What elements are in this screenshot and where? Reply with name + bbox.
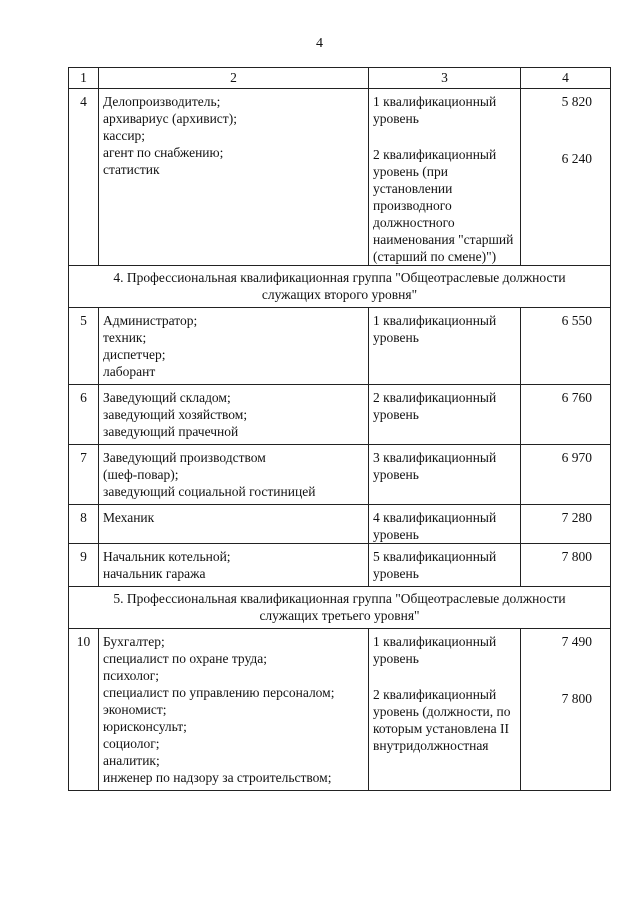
- table-row: [69, 89, 611, 266]
- position-name: (шеф-повар);: [103, 467, 179, 482]
- positions-cell: [99, 629, 369, 791]
- position-name: архивариус (архивист);: [103, 111, 237, 126]
- salary-table: [68, 67, 611, 791]
- salary-cell: [521, 544, 611, 587]
- table-row: [69, 544, 611, 587]
- positions-cell: [99, 505, 369, 544]
- positions-cell: [99, 89, 369, 266]
- salary-value: 6 970: [561, 450, 592, 465]
- qualification-level-cell: [369, 445, 521, 505]
- salary-value: 7 800: [561, 691, 592, 706]
- qualification-level: 2 квалификационный уровень (должности, по которым установлена II внутридолжностная: [373, 687, 511, 753]
- position-name: экономист;: [103, 702, 167, 717]
- position-name: лаборант: [103, 364, 156, 379]
- position-name: Заведующий складом;: [103, 390, 231, 405]
- group-title: 4. Профессиональная квалификационная группа "Общеотраслевые должности служащих второго уровня": [69, 266, 611, 308]
- position-name: техник;: [103, 330, 147, 345]
- positions-cell: [99, 445, 369, 505]
- column-header-4: 4: [521, 68, 611, 89]
- position-name: диспетчер;: [103, 347, 166, 362]
- salary-cell: [521, 308, 611, 385]
- qualification-level: 1 квалификационный уровень: [373, 313, 497, 345]
- table-row: [69, 308, 611, 385]
- position-name: Начальник котельной;: [103, 549, 231, 564]
- salary-value: 7 280: [561, 510, 592, 525]
- row-number: 7: [69, 445, 99, 505]
- position-name: Механик: [103, 510, 155, 525]
- position-name: специалист по управлению персоналом;: [103, 685, 335, 700]
- qualification-level: 2 квалификационный уровень (при установлении производного должностного наименования "старший (старший по смене)"): [373, 147, 514, 264]
- row-number: 4: [69, 89, 99, 266]
- positions-cell: [99, 544, 369, 587]
- table-row: [69, 445, 611, 505]
- salary-value: 6 550: [561, 313, 592, 328]
- qualification-level: 3 квалификационный уровень: [373, 450, 497, 482]
- row-number: 10: [69, 629, 99, 791]
- position-name: заведующий прачечной: [103, 424, 239, 439]
- salary-cell: [521, 505, 611, 544]
- position-name: кассир;: [103, 128, 146, 143]
- row-number: 8: [69, 505, 99, 544]
- table-row: [69, 385, 611, 445]
- position-name: Администратор;: [103, 313, 198, 328]
- salary-value: 7 490: [561, 634, 592, 649]
- position-name: аналитик;: [103, 753, 160, 768]
- position-name: Делопроизводитель;: [103, 94, 221, 109]
- position-name: статистик: [103, 162, 160, 177]
- qualification-level: 4 квалификационный уровень: [373, 510, 497, 542]
- qualification-level-cell: [369, 629, 521, 791]
- column-header-3: 3: [369, 68, 521, 89]
- position-name: инженер по надзору за строительством;: [103, 770, 332, 785]
- table-row: [69, 505, 611, 544]
- column-header-2: 2: [99, 68, 369, 89]
- positions-cell: [99, 308, 369, 385]
- position-name: Бухгалтер;: [103, 634, 165, 649]
- column-header-1: 1: [69, 68, 99, 89]
- salary-value: 6 760: [561, 390, 592, 405]
- position-name: начальник гаража: [103, 566, 206, 581]
- row-number: 9: [69, 544, 99, 587]
- qualification-level-cell: [369, 385, 521, 445]
- positions-cell: [99, 385, 369, 445]
- page-number: 4: [316, 36, 323, 51]
- qualification-level: 1 квалификационный уровень: [373, 634, 497, 666]
- salary-value: 7 800: [561, 549, 592, 564]
- salary-cell: [521, 629, 611, 791]
- salary-cell: [521, 385, 611, 445]
- position-name: Заведующий производством: [103, 450, 266, 465]
- salary-value: 5 820: [561, 94, 592, 109]
- row-number: 5: [69, 308, 99, 385]
- qualification-level-cell: [369, 308, 521, 385]
- table-header-row: [69, 68, 611, 89]
- salary-cell: [521, 445, 611, 505]
- salary-cell: [521, 89, 611, 266]
- qualification-level: 2 квалификационный уровень: [373, 390, 497, 422]
- row-number: 6: [69, 385, 99, 445]
- position-name: заведующий социальной гостиницей: [103, 484, 316, 499]
- position-name: заведующий хозяйством;: [103, 407, 248, 422]
- group-row: [69, 266, 611, 308]
- position-name: психолог;: [103, 668, 160, 683]
- table-row: [69, 629, 611, 791]
- qualification-level-cell: [369, 89, 521, 266]
- position-name: специалист по охране труда;: [103, 651, 267, 666]
- position-name: агент по снабжению;: [103, 145, 224, 160]
- table-body: [69, 89, 611, 791]
- qualification-level: 1 квалификационный уровень: [373, 94, 497, 126]
- qualification-level-cell: [369, 505, 521, 544]
- qualification-level-cell: [369, 544, 521, 587]
- position-name: социолог;: [103, 736, 160, 751]
- qualification-level: 5 квалификационный уровень: [373, 549, 497, 581]
- group-title: 5. Профессиональная квалификационная группа "Общеотраслевые должности служащих третьего уровня": [69, 587, 611, 629]
- position-name: юрисконсульт;: [103, 719, 187, 734]
- salary-value: 6 240: [561, 151, 592, 166]
- group-row: [69, 587, 611, 629]
